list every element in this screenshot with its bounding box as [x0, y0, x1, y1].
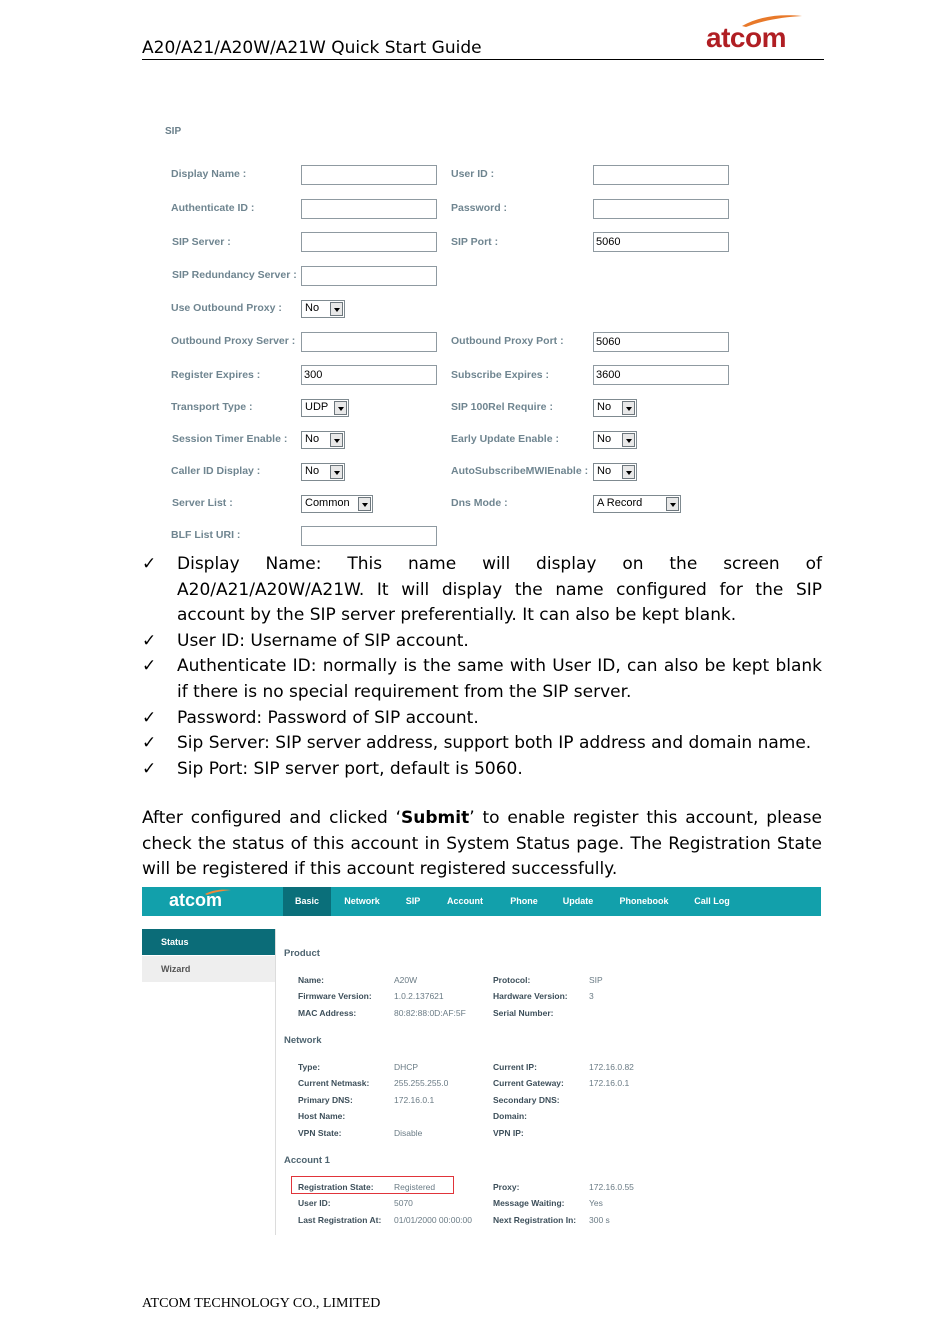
sip-redundancy-server-label: SIP Redundancy Server :	[172, 269, 297, 281]
logo-wordmark: atcom	[706, 22, 786, 53]
paragraph-text-before: After configured and clicked ‘	[142, 808, 402, 828]
authenticate-id-input[interactable]	[301, 199, 437, 219]
chevron-down-icon[interactable]	[330, 302, 343, 316]
message-waiting-value: Yes	[589, 1198, 603, 1208]
outbound-proxy-server-input[interactable]	[301, 332, 437, 352]
vpn-ip-label: VPN IP:	[493, 1128, 524, 1138]
sip-section-title: SIP	[165, 126, 182, 137]
sip-settings-screenshot	[142, 118, 822, 550]
top-nav-bar	[142, 887, 821, 916]
list-item	[142, 706, 822, 732]
tab-basic[interactable]: Basic	[283, 887, 331, 916]
transport-type-value: UDP	[305, 401, 329, 413]
server-list-label: Server List :	[172, 497, 233, 509]
page-footer: ATCOM TECHNOLOGY CO., LIMITED	[142, 1296, 381, 1311]
blf-list-uri-label: BLF List URI :	[171, 529, 241, 541]
list-item-text: Password: Password of SIP account.	[177, 707, 479, 728]
tab-update[interactable]: Update	[562, 896, 594, 906]
mac-value: 80:82:88:0D:AF:5F	[394, 1008, 466, 1018]
registration-state-label: Registration State:	[298, 1182, 374, 1192]
session-timer-enable-select[interactable]	[301, 431, 345, 449]
sip-server-input[interactable]	[301, 232, 437, 252]
next-registration-value: 300 s	[589, 1215, 610, 1225]
last-registration-label: Last Registration At:	[298, 1215, 382, 1225]
use-outbound-proxy-value: No	[305, 302, 320, 314]
name-value: A20W	[394, 975, 418, 985]
netmask-label: Current Netmask:	[298, 1078, 370, 1088]
auto-subscribe-mwi-label: AutoSubscribeMWIEnable :	[451, 465, 589, 477]
account-section-title: Account 1	[284, 1155, 330, 1166]
hardware-value: 3	[589, 991, 594, 1001]
firmware-value: 1.0.2.137621	[394, 991, 444, 1001]
current-ip-value: 172.16.0.82	[589, 1062, 634, 1072]
tab-sip[interactable]: SIP	[405, 896, 421, 906]
caller-id-display-value: No	[305, 465, 320, 477]
transport-type-select[interactable]	[301, 399, 349, 417]
protocol-value: SIP	[589, 975, 603, 985]
message-waiting-label: Message Waiting:	[493, 1198, 565, 1208]
password-label: Password :	[451, 202, 508, 214]
proxy-value: 172.16.0.55	[589, 1182, 634, 1192]
vpn-state-value: Disable	[394, 1128, 423, 1138]
display-name-label: Display Name :	[171, 168, 247, 180]
sip-100rel-require-label: SIP 100Rel Require :	[451, 401, 553, 413]
serial-label: Serial Number:	[493, 1008, 554, 1018]
dns-mode-select[interactable]	[593, 495, 681, 513]
content-divider	[275, 929, 276, 1235]
chevron-down-icon[interactable]	[622, 401, 635, 415]
check-icon: ✓	[142, 656, 157, 677]
register-expires-label: Register Expires :	[171, 369, 261, 381]
chevron-down-icon[interactable]	[622, 465, 635, 479]
sip-port-input[interactable]: 5060	[593, 232, 729, 252]
check-icon: ✓	[142, 554, 157, 574]
outbound-proxy-port-label: Outbound Proxy Port :	[451, 335, 564, 347]
subscribe-expires-input[interactable]: 3600	[593, 365, 729, 385]
use-outbound-proxy-select[interactable]	[301, 300, 345, 318]
register-expires-input[interactable]: 300	[301, 365, 437, 385]
account-user-id-value: 5070	[394, 1198, 413, 1208]
server-list-value: Common	[305, 497, 350, 509]
network-section-title: Network	[284, 1035, 322, 1046]
product-section-title: Product	[284, 948, 320, 959]
vpn-state-label: VPN State:	[298, 1128, 342, 1138]
chevron-down-icon[interactable]	[358, 497, 371, 511]
type-value: DHCP	[394, 1062, 419, 1072]
sip-100rel-require-select[interactable]	[593, 399, 637, 417]
type-label: Type:	[298, 1062, 321, 1072]
list-item-text: Display Name: This name will display on the screen of A20/A21/A20W/A21W. It will display the name configured for the SIP account by the SIP server preferentially. It can also be kept blank.	[177, 554, 822, 626]
check-icon: ✓	[142, 758, 157, 779]
transport-type-label: Transport Type :	[171, 401, 253, 413]
chevron-down-icon[interactable]	[330, 465, 343, 479]
outbound-proxy-port-input[interactable]: 5060	[593, 332, 729, 352]
submit-emphasis: Submit	[401, 808, 470, 828]
status-page-screenshot	[142, 887, 821, 1237]
user-id-label: User ID :	[451, 168, 495, 180]
session-timer-enable-value: No	[305, 433, 320, 445]
auto-subscribe-mwi-select[interactable]	[593, 463, 637, 481]
chevron-down-icon[interactable]	[334, 401, 347, 415]
domain-label: Domain:	[493, 1111, 527, 1121]
host-name-label: Host Name:	[298, 1111, 346, 1121]
check-icon: ✓	[142, 707, 157, 728]
registration-state-value: Registered	[394, 1182, 436, 1192]
password-input[interactable]	[593, 199, 729, 219]
next-registration-label: Next Registration In:	[493, 1215, 577, 1225]
display-name-input[interactable]	[301, 165, 437, 185]
auto-subscribe-mwi-value: No	[597, 465, 612, 477]
last-registration-value: 01/01/2000 00:00:00	[394, 1215, 472, 1225]
outbound-proxy-server-label: Outbound Proxy Server :	[171, 335, 296, 347]
list-item	[142, 654, 822, 705]
tab-call-log[interactable]: Call Log	[694, 896, 730, 906]
tab-account[interactable]: Account	[447, 896, 483, 906]
protocol-label: Protocol:	[493, 975, 531, 985]
chevron-down-icon[interactable]	[622, 433, 635, 447]
primary-dns-value: 172.16.0.1	[394, 1095, 435, 1105]
sidebar-item-status[interactable]: Status	[142, 929, 275, 955]
hardware-label: Hardware Version:	[493, 991, 568, 1001]
sidebar-item-wizard[interactable]: Wizard	[142, 956, 275, 982]
list-item-text: Sip Port: SIP server port, default is 5060.	[177, 758, 523, 779]
field-description-list	[142, 552, 822, 782]
secondary-dns-label: Secondary DNS:	[493, 1095, 560, 1105]
list-item	[142, 731, 822, 757]
chevron-down-icon[interactable]	[666, 497, 679, 511]
subscribe-expires-label: Subscribe Expires :	[451, 369, 550, 381]
list-item	[142, 629, 822, 655]
list-item-text: Sip Server: SIP server address, support both IP address and domain name.	[177, 733, 812, 754]
current-ip-label: Current IP:	[493, 1062, 537, 1072]
use-outbound-proxy-label: Use Outbound Proxy :	[171, 302, 282, 314]
mac-label: MAC Address:	[298, 1008, 357, 1018]
atcom-logo	[700, 14, 810, 54]
nav-logo	[142, 887, 280, 916]
document-title: A20/A21/A20W/A21W Quick Start Guide	[142, 38, 482, 58]
name-label: Name:	[298, 975, 324, 985]
sip-port-label: SIP Port :	[451, 236, 499, 248]
firmware-label: Firmware Version:	[298, 991, 372, 1001]
chevron-down-icon[interactable]	[330, 433, 343, 447]
paragraph-text-after: ’ to enable register this account, please check the status of this account in System Status page. The Registration State will be registered if this account registered successfully.	[142, 808, 822, 880]
blf-list-uri-input[interactable]	[301, 526, 437, 546]
user-id-input[interactable]	[593, 165, 729, 185]
sip-100rel-require-value: No	[597, 401, 612, 413]
session-timer-enable-label: Session Timer Enable :	[172, 433, 288, 445]
early-update-enable-select[interactable]	[593, 431, 637, 449]
tab-network[interactable]: Network	[344, 896, 380, 906]
check-icon: ✓	[142, 733, 157, 754]
list-item-text: Authenticate ID: normally is the same with User ID, can also be kept blank if there is no special requirement from the SIP server.	[177, 656, 822, 702]
list-item-text: User ID: Username of SIP account.	[177, 630, 469, 651]
sip-server-label: SIP Server :	[172, 236, 231, 248]
dns-mode-value: A Record	[597, 497, 643, 509]
early-update-enable-label: Early Update Enable :	[451, 433, 559, 445]
early-update-enable-value: No	[597, 433, 612, 445]
authenticate-id-label: Authenticate ID :	[171, 202, 255, 214]
gateway-label: Current Gateway:	[493, 1078, 564, 1088]
check-icon: ✓	[142, 630, 157, 651]
server-list-select[interactable]	[301, 495, 373, 513]
caller-id-display-select[interactable]	[301, 463, 345, 481]
sip-redundancy-server-input[interactable]	[301, 266, 437, 286]
nav-logo-wordmark: atcom	[169, 890, 223, 910]
caller-id-display-label: Caller ID Display :	[171, 465, 261, 477]
tab-phone[interactable]: Phone	[510, 896, 538, 906]
page-header	[142, 14, 824, 60]
list-item	[142, 552, 822, 629]
primary-dns-label: Primary DNS:	[298, 1095, 353, 1105]
tab-phonebook[interactable]: Phonebook	[619, 896, 669, 906]
gateway-value: 172.16.0.1	[589, 1078, 630, 1088]
list-item	[142, 757, 822, 783]
proxy-label: Proxy:	[493, 1182, 520, 1192]
dns-mode-label: Dns Mode :	[451, 497, 508, 509]
instruction-paragraph	[142, 806, 822, 883]
account-user-id-label: User ID:	[298, 1198, 331, 1208]
netmask-value: 255.255.255.0	[394, 1078, 449, 1088]
